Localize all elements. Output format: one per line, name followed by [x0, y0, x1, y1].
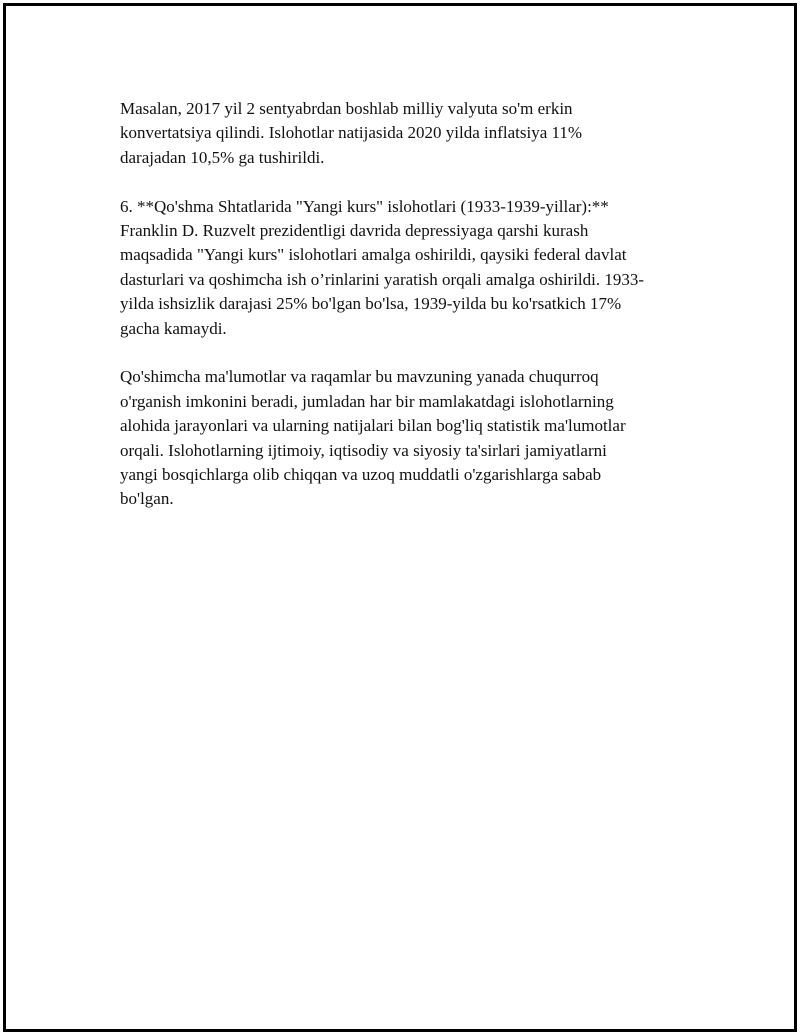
paragraph-uzbekistan-currency: Masalan, 2017 yil 2 sentyabrdan boshlab milliy valyuta so'm erkin konvertatsiya qilindi. Islohotlar natijasida 2020 yilda inflatsiya 11% darajadan 10,5% ga tushirildi.	[120, 99, 583, 167]
document-body	[120, 97, 700, 512]
document-page	[3, 3, 797, 1032]
paragraph-new-deal: 6. **Qo'shma Shtatlarida "Yangi kurs" islohotlari (1933-1939-yillar):** Franklin D. Ruzvelt prezidentligi davrida depressiyaga qarshi kurash maqsadida "Yangi kurs" islohotlari amalga oshirildi, qaysiki federal davlat dasturlari va qoshimcha ish o’rinlarini yaratish orqali amalga oshirildi. 1933- yilda ishsizlik darajasi 25% bo'lgan bo'lsa, 1939-yilda bu ko'rsatkich 17% gacha kamaydi.	[120, 196, 645, 338]
paragraph-conclusion: Qo'shimcha ma'lumotlar va raqamlar bu mavzuning yanada chuqurroq o'rganish imkonini beradi, jumladan har bir mamlakatdagi islohotlarning alohida jarayonlari va ularning natijalari bilan bog'liq statistik ma'lumotlar orqali. Islohotlarning ijtimoiy, iqtisodiy va siyosiy ta'sirlari jamiyatlarni yangi bosqichlarga olib chiqqan va uzoq muddatli o'zgarishlarga sabab bo'lgan.	[120, 367, 626, 509]
